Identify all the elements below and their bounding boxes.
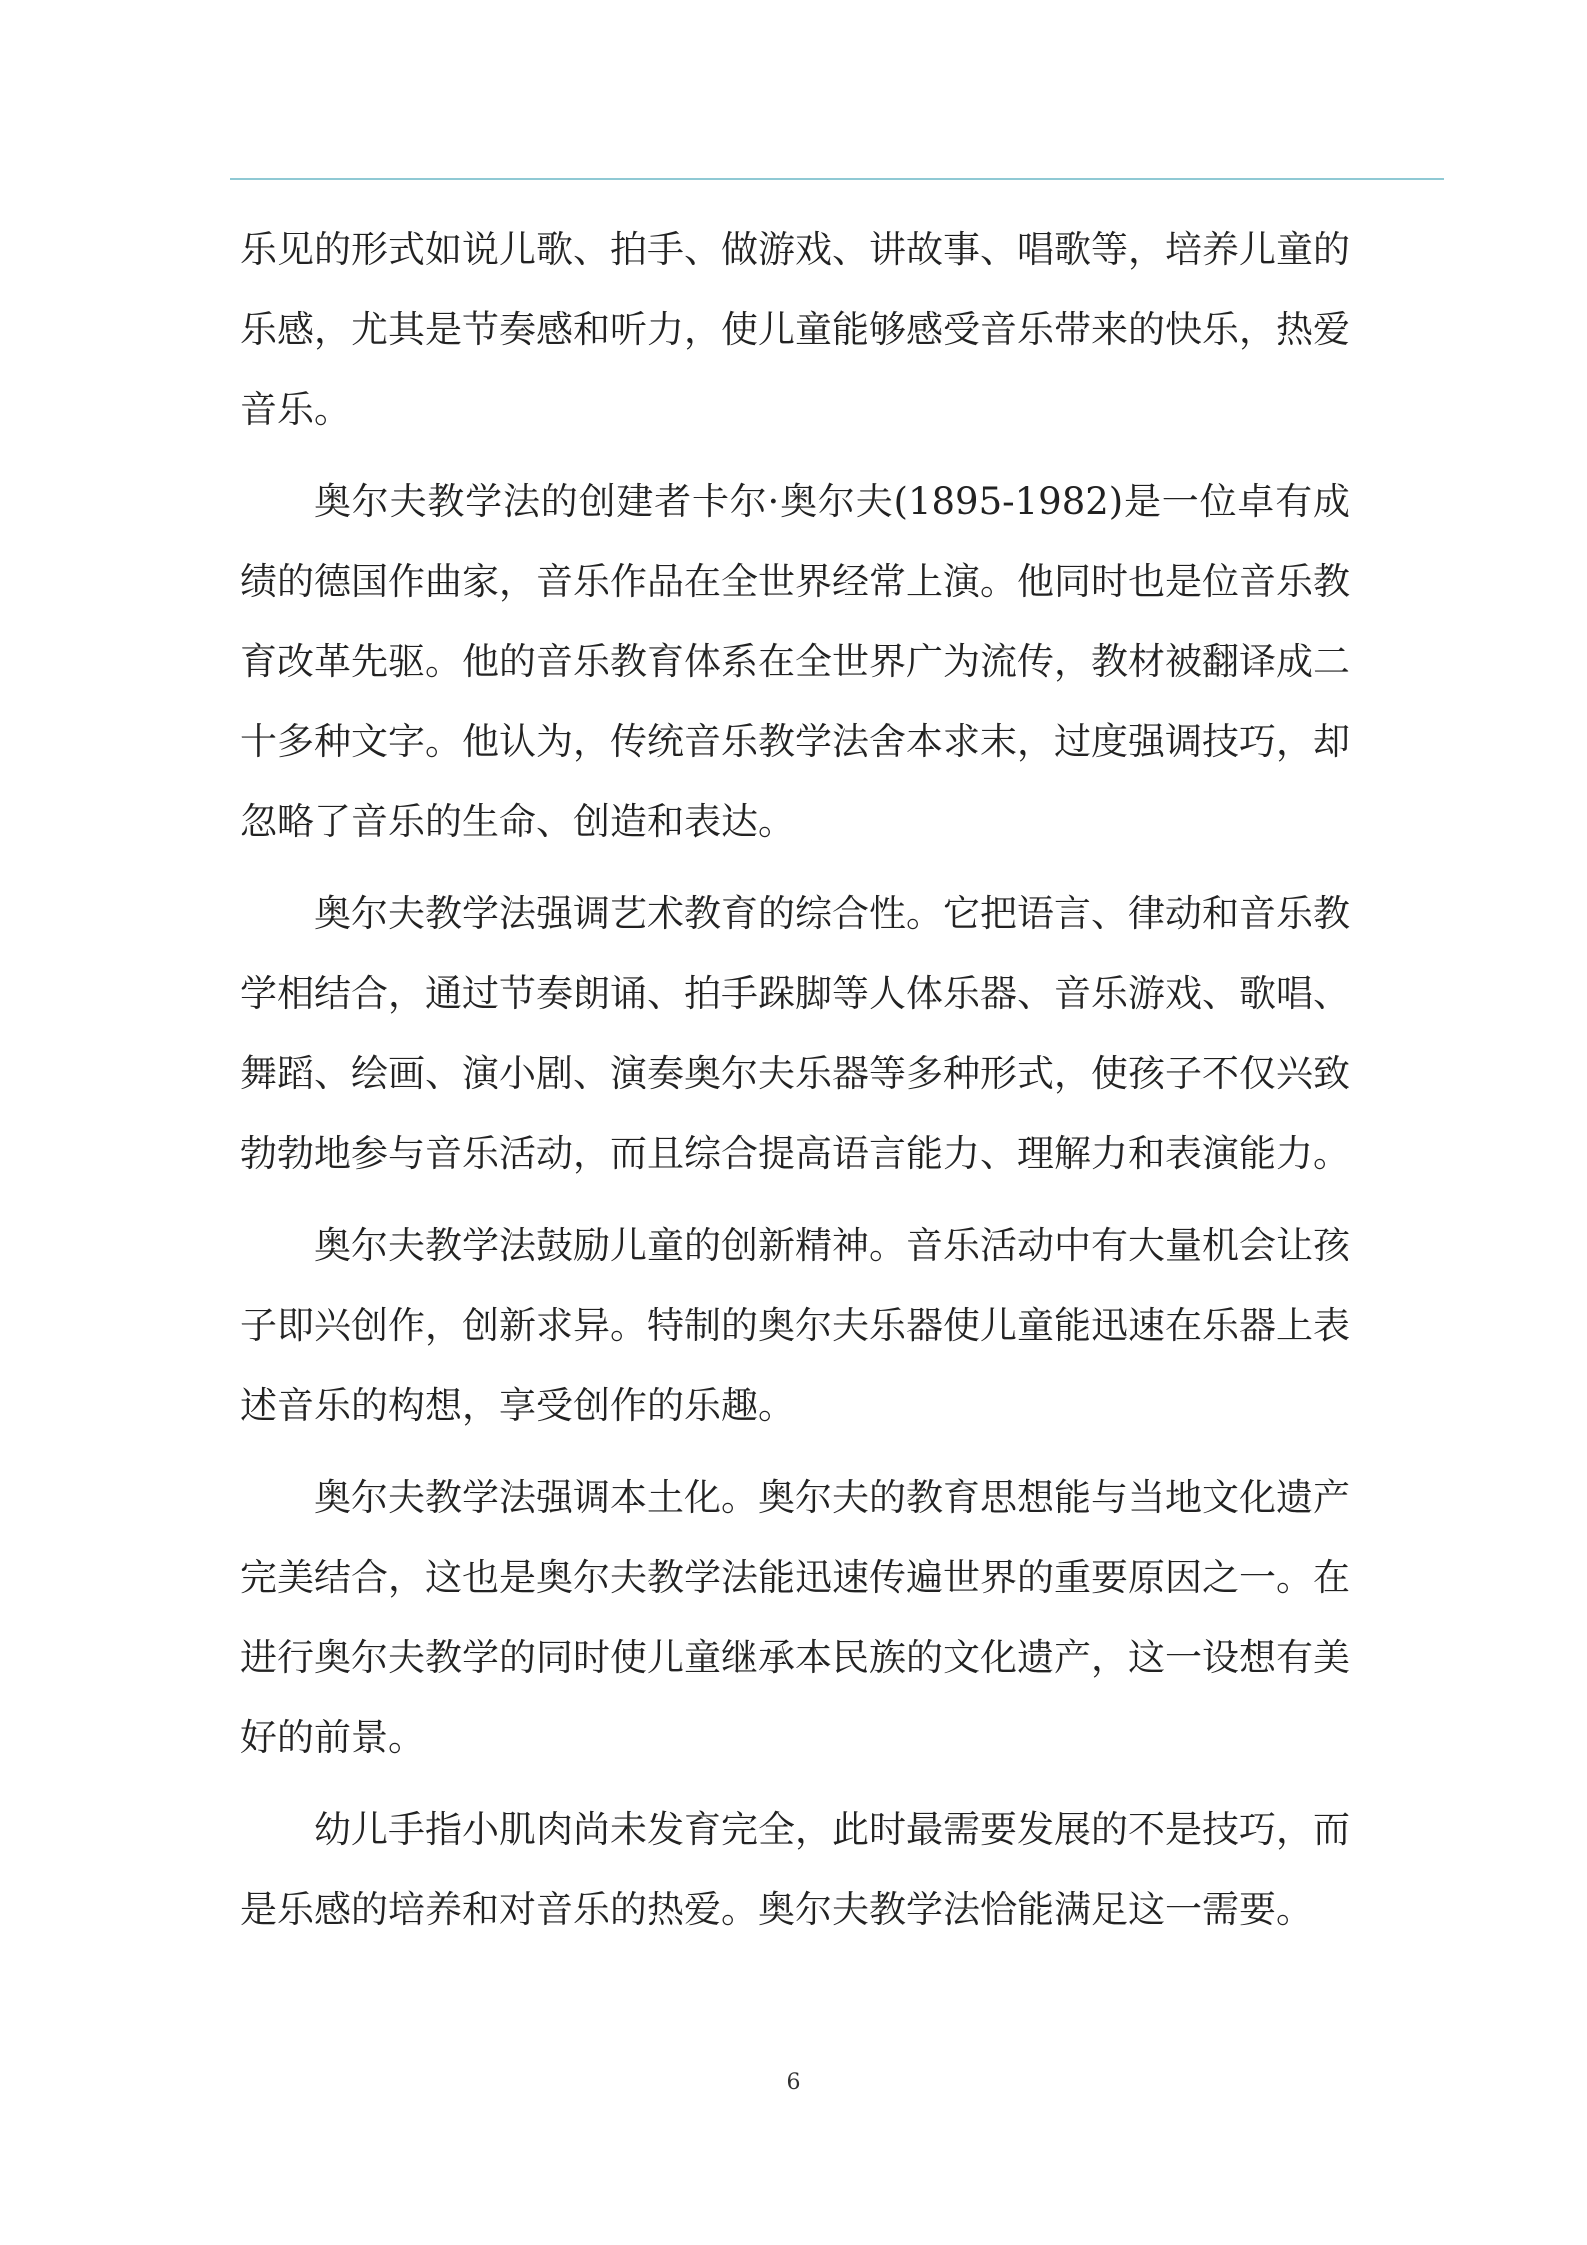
page-number: 6 (786, 2070, 801, 2095)
paragraph: 乐见的形式如说儿歌、拍手、做游戏、讲故事、唱歌等，培养儿童的乐感，尤其是节奏感和听力，使儿童能够感受音乐带来的快乐，热爱音乐。 (240, 228, 1350, 431)
paragraph: 奥尔夫教学法鼓励儿童的创新精神。音乐活动中有大量机会让孩子即兴创作，创新求异。特制的奥尔夫乐器使儿童能迅速在乐器上表述音乐的构想，享受创作的乐趣。 (240, 1224, 1350, 1427)
document-body (240, 210, 1350, 1950)
paragraph: 奥尔夫教学法强调本土化。奥尔夫的教育思想能与当地文化遗产完美结合，这也是奥尔夫教学法能迅速传遍世界的重要原因之一。在进行奥尔夫教学的同时使儿童继承本民族的文化遗产，这一设想有美好的前景。 (240, 1476, 1350, 1759)
header-rule (230, 178, 1444, 180)
paragraph: 奥尔夫教学法强调艺术教育的综合性。它把语言、律动和音乐教学相结合，通过节奏朗诵、拍手跺脚等人体乐器、音乐游戏、歌唱、舞蹈、绘画、演小剧、演奏奥尔夫乐器等多种形式，使孩子不仅兴致勃勃地参与音乐活动，而且综合提高语言能力、理解力和表演能力。 (240, 892, 1350, 1175)
paragraph: 幼儿手指小肌肉尚未发育完全，此时最需要发展的不是技巧，而是乐感的培养和对音乐的热爱。奥尔夫教学法恰能满足这一需要。 (240, 1808, 1350, 1931)
paragraph: 奥尔夫教学法的创建者卡尔·奥尔夫(1895-1982)是一位卓有成绩的德国作曲家，音乐作品在全世界经常上演。他同时也是位音乐教育改革先驱。他的音乐教育体系在全世界广为流传，教材被翻译成二十多种文字。他认为，传统音乐教学法舍本求末，过度强调技巧，却忽略了音乐的生命、创造和表达。 (240, 480, 1350, 843)
